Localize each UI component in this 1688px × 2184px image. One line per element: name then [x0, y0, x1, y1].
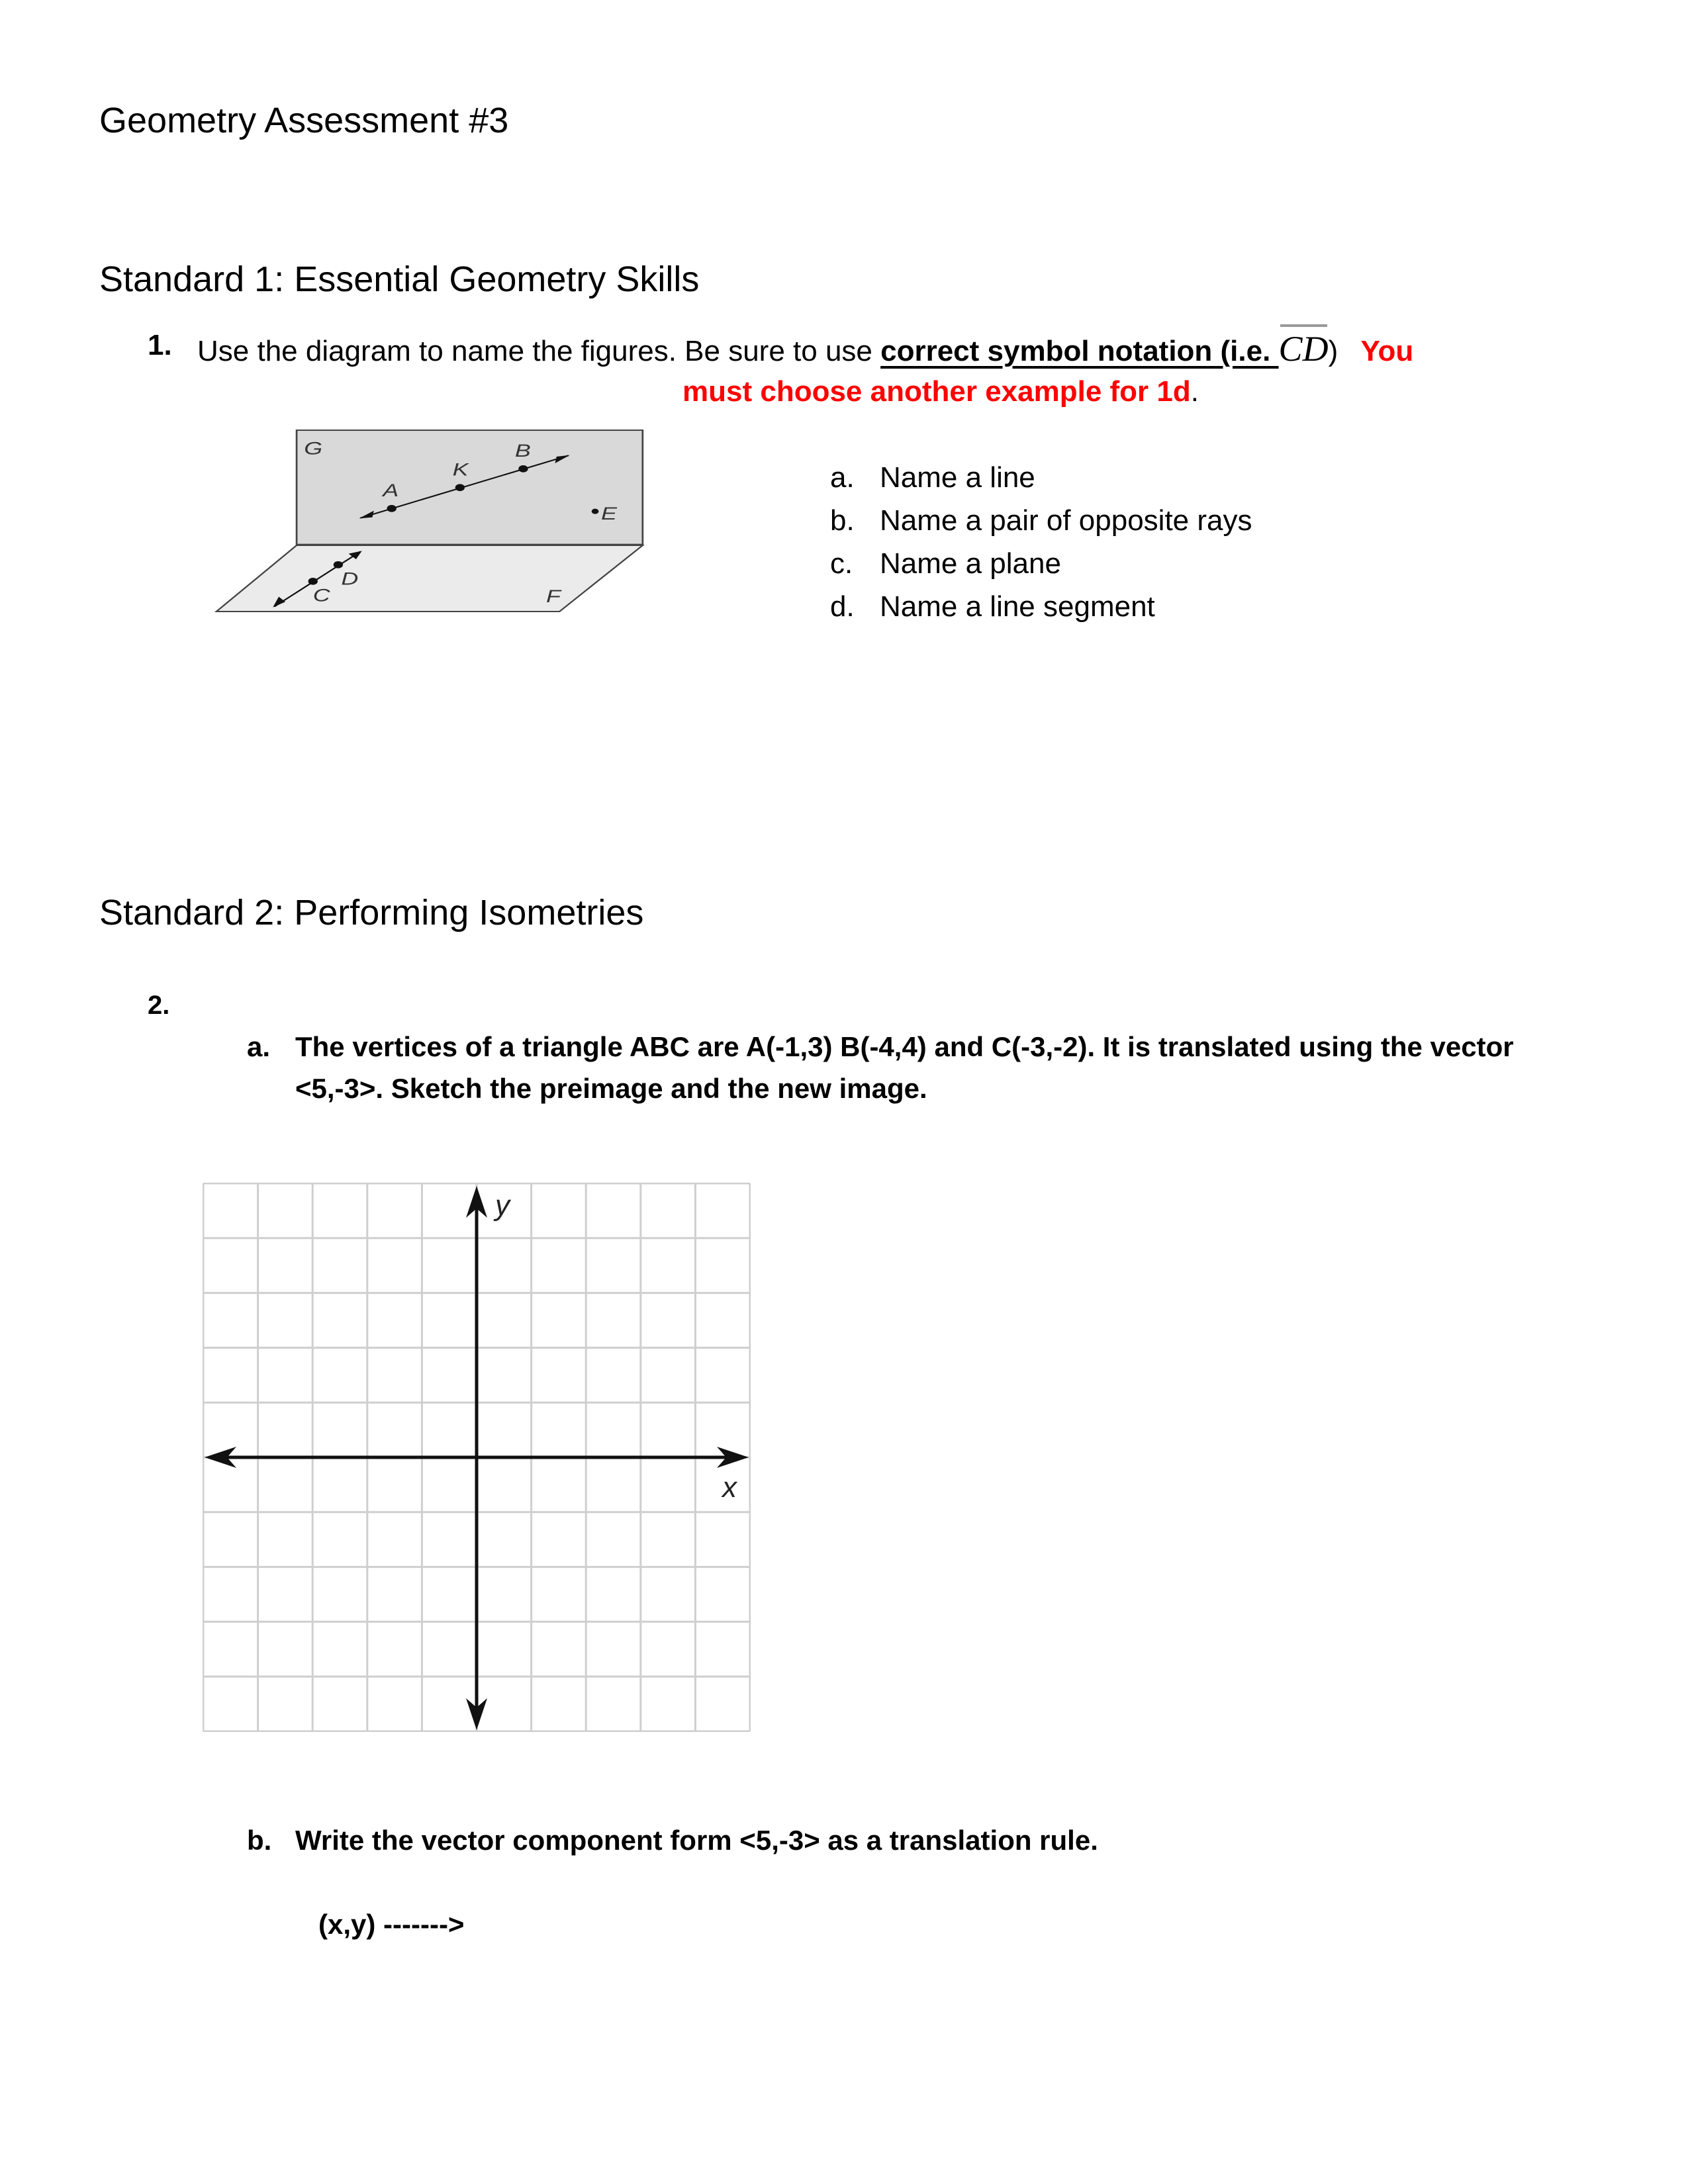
question-1-prompt [197, 331, 1413, 367]
part-b-text: Write the vector component form <5,-3> as a translation rule. [295, 1825, 1098, 1856]
red-note: must choose another example for 1d. [682, 375, 1199, 408]
plane-g [297, 430, 643, 545]
label-c: C [312, 584, 330, 606]
overline-bar [1280, 324, 1327, 327]
part-a-line-2: <5,-3>. Sketch the preimage and the new image. [295, 1073, 927, 1104]
question-1-number: 1. [148, 329, 172, 361]
coordinate-grid[interactable] [203, 1183, 751, 1732]
standard-2-heading: Standard 2: Performing Isometries [99, 893, 644, 933]
page-title: Geometry Assessment #3 [99, 101, 509, 140]
x-axis-label: x [722, 1471, 737, 1504]
item-c: c. Name a plane [830, 547, 1061, 580]
part-a-letter: a. [247, 1031, 271, 1062]
label-d: D [341, 568, 359, 589]
label-f: F [546, 586, 561, 606]
item-b: b. Name a pair of opposite rays [830, 504, 1252, 537]
translation-rule-answer[interactable]: (x,y) -------> [318, 1909, 465, 1940]
label-k: K [452, 459, 469, 480]
part-b-letter: b. [247, 1825, 272, 1856]
point-c [308, 578, 318, 585]
symbol-notation-text: correct symbol notation (i.e. [880, 335, 1279, 367]
question-2-number: 2. [148, 991, 170, 1020]
notation-close: ) [1328, 335, 1338, 367]
question-1-text: Use the diagram to name the figures. Be sure to use [197, 335, 881, 367]
planes-diagram [199, 410, 662, 622]
label-e: E [601, 503, 617, 523]
item-a: a. Name a line [830, 461, 1035, 494]
point-d [334, 561, 343, 569]
standard-1-heading: Standard 1: Essential Geometry Skills [99, 259, 700, 299]
point-e [592, 509, 599, 514]
label-b: B [514, 440, 531, 461]
item-d: d. Name a line segment [830, 590, 1155, 623]
y-axis-label: y [495, 1189, 510, 1222]
part-a-line-1: The vertices of a triangle ABC are A(-1,3) B(-4,4) and C(-3,-2). It is translated using the vector [295, 1031, 1514, 1062]
point-a [387, 505, 396, 512]
label-g: G [304, 438, 323, 459]
red-note-start: You [1360, 335, 1414, 367]
segment-notation-example: CD [1279, 331, 1329, 367]
point-b [518, 465, 528, 473]
label-a: A [383, 480, 399, 500]
point-k [455, 484, 465, 491]
